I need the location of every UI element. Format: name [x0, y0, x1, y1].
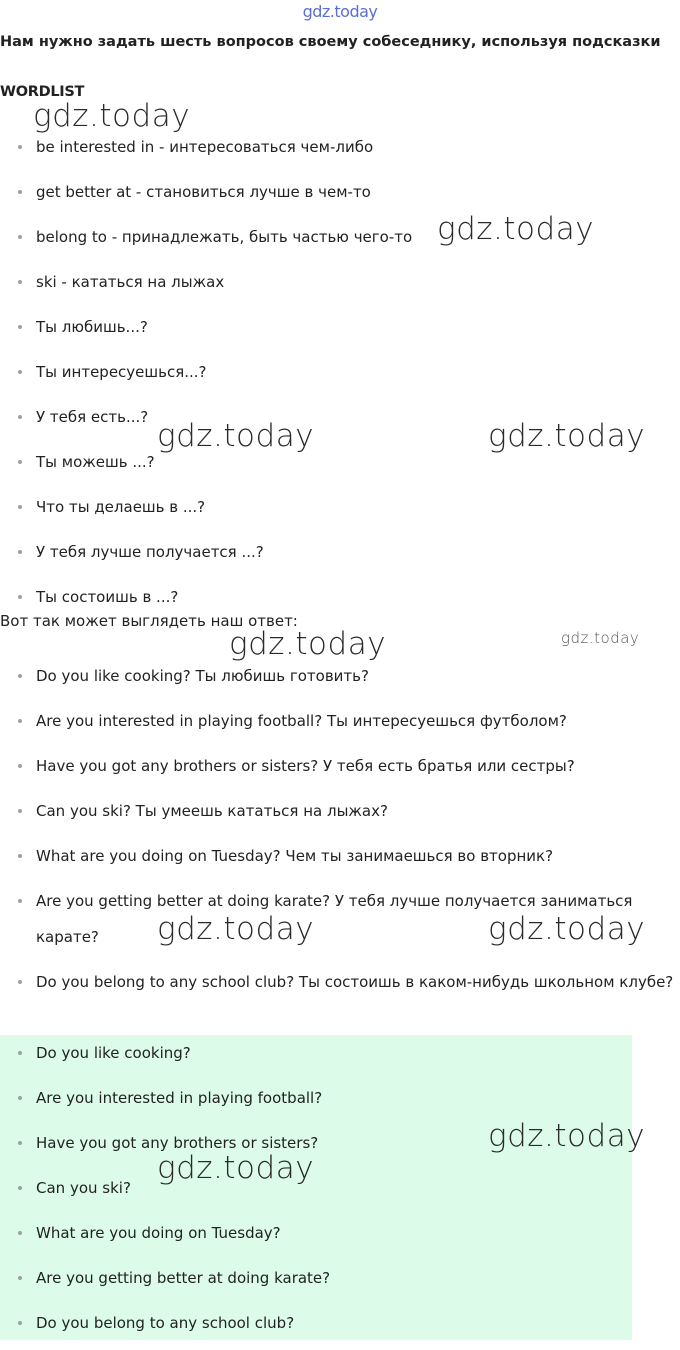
- answer-item: Can you ski? Ты умеешь кататься на лыжах?: [0, 793, 680, 838]
- watermark-logo: gdz.today: [229, 626, 387, 662]
- wordlist-item: У тебя есть...?: [0, 399, 680, 444]
- wordlist-item: Ты любишь...?: [0, 309, 680, 354]
- watermark-logo: gdz.today: [437, 211, 595, 247]
- answer-item: Are you getting better at doing karate? У тебя лучше получается заниматься карате?: [0, 883, 680, 964]
- question-item: Have you got any brothers or sisters?: [0, 1125, 632, 1170]
- watermark-logo: gdz.today: [157, 418, 315, 454]
- watermark-logo: gdz.today: [488, 418, 646, 454]
- site-header-logo[interactable]: gdz.today: [302, 2, 378, 21]
- answer-item: Have you got any brothers or sisters? У тебя есть братья или сестры?: [0, 748, 680, 793]
- wordlist: [0, 129, 680, 624]
- wordlist-item: У тебя лучше получается ...?: [0, 534, 680, 579]
- watermark-logo: gdz.today: [488, 911, 646, 947]
- wordlist-item: be interested in - интересоваться чем-либо: [0, 129, 680, 174]
- question-item: Are you interested in playing football?: [0, 1080, 632, 1125]
- watermark-logo: gdz.today: [488, 1118, 646, 1154]
- question-item: Do you belong to any school club?: [0, 1305, 632, 1350]
- answer-item: Do you belong to any school club? Ты состоишь в каком-нибудь школьном клубе?: [0, 964, 680, 1045]
- question-item: What are you doing on Tuesday?: [0, 1215, 632, 1260]
- wordlist-title: WORDLIST: [0, 84, 85, 100]
- answer-intro: Вот так может выглядеть наш ответ:: [0, 612, 298, 630]
- wordlist-item: Ты интересуешься...?: [0, 354, 680, 399]
- questions-list: [0, 1035, 632, 1350]
- question-item: Can you ski?: [0, 1170, 632, 1215]
- wordlist-item: belong to - принадлежать, быть частью чего-то: [0, 219, 680, 264]
- question-item: Are you getting better at doing karate?: [0, 1260, 632, 1305]
- watermark-logo: gdz.today: [157, 911, 315, 947]
- watermark-logo: gdz.today: [157, 1150, 315, 1186]
- watermark-logo: gdz.today: [33, 98, 191, 134]
- answer-item: Do you like cooking? Ты любишь готовить?: [0, 658, 680, 703]
- wordlist-item: ski - кататься на лыжах: [0, 264, 680, 309]
- answer-item: Are you interested in playing football? Ты интересуешься футболом?: [0, 703, 680, 748]
- question-item: Do you like cooking?: [0, 1035, 632, 1080]
- wordlist-item: Ты состоишь в ...?: [0, 579, 680, 624]
- answer-item: What are you doing on Tuesday? Чем ты занимаешься во вторник?: [0, 838, 680, 883]
- wordlist-item: Что ты делаешь в ...?: [0, 489, 680, 534]
- watermark-logo: gdz.today: [561, 629, 640, 647]
- task-heading: Нам нужно задать шесть вопросов своему собеседнику, используя подсказки: [0, 34, 661, 50]
- wordlist-item: get better at - становиться лучше в чем-то: [0, 174, 680, 219]
- answer-list: [0, 658, 680, 1045]
- wordlist-item: Ты можешь ...?: [0, 444, 680, 489]
